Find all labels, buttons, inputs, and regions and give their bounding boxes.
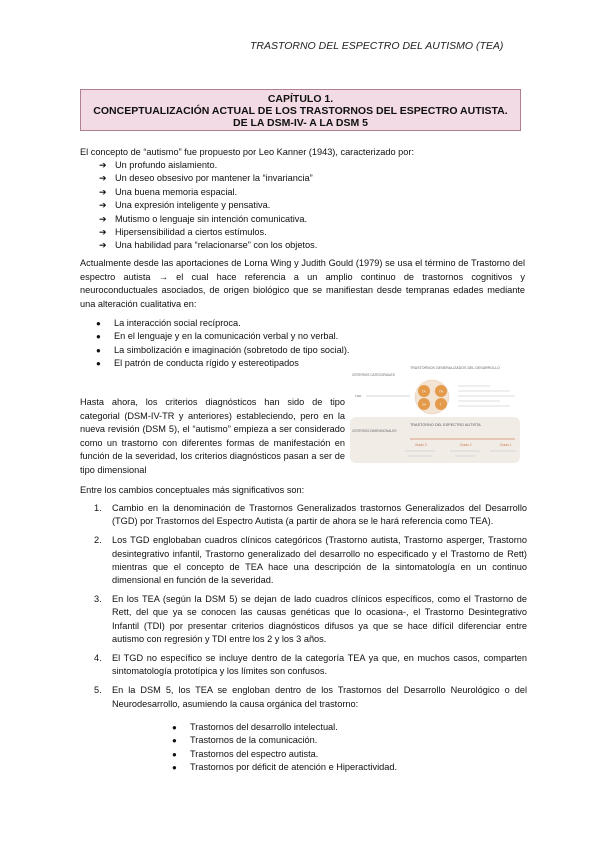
- list-item: 3. En los TEA (según la DSM 5) se dejan de lado cuadros clínicos específicos, como el Trastorno de Rett, del que ya se conocen las causas genéticas que lo ocasiona-, el Trastorno Desintegrativo Infantil (TDI) por presentar criterios diagnósticos difusos ya que se hace difícil diferenciar entre autismo con regresión y TDI entre los 2 y los 3 años.: [94, 594, 527, 644]
- changes-list: [90, 502, 527, 717]
- wing-paragraph: Actualmente desde las aportaciones de Lorna Wing y Judith Gould (1979) se usa el término de Trastorno del espectro autista → el cual hace referencia a un amplio continuo de trastornos cognitivos y neuroconductuales asociados, de origen biológico que se manifiestan desde tempranas edades mediante una alteración cualitativa en:: [80, 258, 525, 309]
- list-item: ● La interacción social recíproca.: [94, 317, 349, 330]
- list-item: ● Trastornos del espectro autista.: [170, 748, 397, 761]
- wing-list: [94, 317, 349, 371]
- list-item: ● La simbolización e imaginación (sobretodo de tipo social).: [94, 344, 349, 357]
- list-item: 2. Los TGD englobaban cuadros clínicos categóricos (Trastorno autista, Trastorno asperger, Trastorno desintegrativo infantil, Trastorno generalizado del desarrollo no especificado y el Trastorno de Rett) mientras que el concepto de TEA hace una descripción de la sintomatología en un continuo dimensional en función de la severidad.: [94, 535, 527, 586]
- list-item: ➔ Un profundo aislamiento.: [99, 159, 317, 172]
- chapter-subtitle: DE LA DSM-IV- A LA DSM 5: [233, 117, 368, 129]
- list-item: ➔ Mutismo o lenguaje sin intención comunicativa.: [99, 213, 317, 226]
- dsm-diagram: [350, 364, 520, 464]
- changes-intro: Entre los cambios conceptuales más significativos son:: [80, 485, 305, 495]
- circle-label: TR: [439, 389, 443, 394]
- bottom-subtitle: CRITERIOS DIMENSIONALES: [352, 429, 397, 433]
- arrow-icon: ➔: [99, 186, 107, 197]
- circle-label: TA: [422, 389, 426, 394]
- circle-label: TGD: [355, 394, 362, 398]
- level-label: Grado 2: [460, 443, 472, 447]
- list-item: 1. Cambio en la denominación de Trastornos Generalizados trastornos Generalizados del Desarrollo (TGD) por Trastornos del Espectro Autista (a partir de ahora se le hará referencia como TEA).: [94, 503, 527, 527]
- level-label: Grado 1: [500, 443, 512, 447]
- bullet-icon: ●: [172, 736, 177, 746]
- arrow-icon: ➔: [99, 240, 107, 251]
- arrow-icon: ➔: [99, 160, 107, 170]
- list-item: ➔ Un deseo obsesivo por mantener la “invariancia”: [99, 172, 317, 185]
- arrow-icon: ➔: [99, 213, 107, 224]
- list-item: ➔ Una buena memoria espacial.: [99, 186, 317, 199]
- bullet-icon: ●: [96, 345, 101, 355]
- circle-label: SA: [422, 402, 427, 407]
- level-label: Grado 3: [415, 443, 427, 447]
- bullet-icon: ●: [96, 319, 101, 328]
- list-item: ● El patrón de conducta rígido y estereotipados: [94, 357, 349, 370]
- criteria-paragraph: Hasta ahora, los criterios diagnósticos han sido de tipo categorial (DSM-IV-TR y anteriores) estableciendo, pero en la nueva revisión (DSM 5), el “autismo” empieza a ser considerado como un trastorno con diferentes formas de manifestación en función de la severidad, los criterios diagnósticos pasan a ser de tipo dimensional: [80, 397, 345, 475]
- chapter-number: CAPÍTULO 1.: [267, 93, 334, 105]
- list-item: ● En el lenguaje y en la comunicación verbal y no verbal.: [94, 330, 349, 343]
- list-item: ➔ Una habilidad para “relacionarse” con los objetos.: [99, 239, 317, 252]
- neuro-list: [170, 721, 397, 775]
- diagram-graphic: [350, 364, 520, 464]
- arrow-icon: ➔: [99, 200, 107, 211]
- list-item: ● Trastornos de la comunicación.: [170, 734, 397, 747]
- intro-paragraph: El concepto de “autismo” fue propuesto por Leo Kanner (1943), caracterizado por:: [80, 147, 415, 157]
- kanner-list: [99, 159, 317, 253]
- page-header: TRASTORNO DEL ESPECTRO DEL AUTISMO (TEA): [250, 40, 504, 52]
- arrow-icon: ➔: [99, 227, 107, 238]
- bullet-icon: ●: [96, 332, 101, 342]
- top-title: TRASTORNOS GENERALIZADOS DEL DESARROLLO: [410, 366, 500, 370]
- bullet-icon: ●: [172, 763, 177, 773]
- arrow-icon: ➔: [99, 173, 107, 184]
- bottom-title: TRASTORNO DEL ESPECTRO AUTISTA: [410, 423, 481, 427]
- bullet-icon: ●: [172, 749, 177, 759]
- top-subtitle: CRITERIOS CATEGORIALES: [352, 373, 395, 377]
- list-item: 4. El TGD no específico se incluye dentro de la categoría TEA ya que, en muchos casos, comparten sintomatología prototípica y los límites son confusos.: [94, 653, 527, 677]
- list-item: ➔ Una expresión inteligente y pensativa.: [99, 199, 317, 212]
- list-item: ● Trastornos del desarrollo intelectual.: [170, 721, 397, 734]
- list-item: ● Trastornos por déficit de atención e Hiperactividad.: [170, 761, 397, 774]
- list-item: ➔ Hipersensibilidad a ciertos estímulos.: [99, 226, 317, 239]
- bullet-icon: ●: [172, 723, 177, 732]
- list-item: 5. En la DSM 5, los TEA se engloban dentro de los Trastornos del Desarrollo Neurológico o del Neurodesarrollo, asumiendo la causa orgánica del trastorno:: [94, 685, 527, 709]
- circle-label: T: [439, 402, 442, 407]
- bullet-icon: ●: [96, 359, 101, 369]
- chapter-title: CONCEPTUALIZACIÓN ACTUAL DE LOS TRASTORNOS DEL ESPECTRO AUTISTA.: [93, 105, 508, 117]
- chapter-title-box: [80, 89, 521, 131]
